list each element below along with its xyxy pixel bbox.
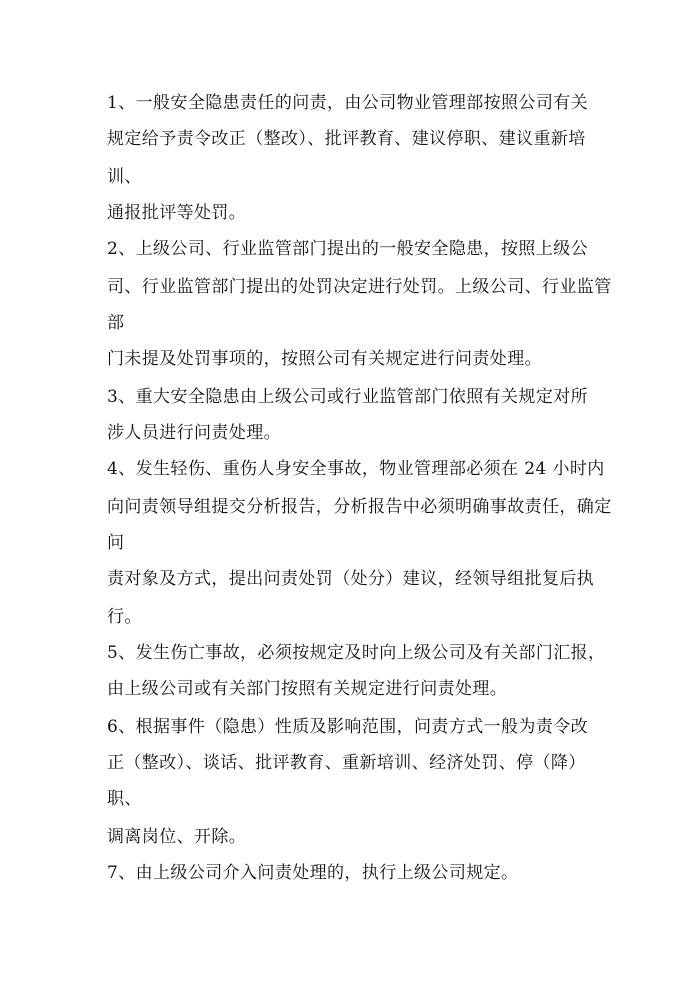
text-line: 向问责领导组提交分析报告，分析报告中必须明确事故责任，确定 <box>107 497 612 517</box>
text-line: 7、由上级公司介入问责处理的，执行上级公司规定。 <box>107 863 519 883</box>
text-line: 问 <box>107 533 125 553</box>
text-line: 由上级公司或有关部门按照有关规定进行问责处理。 <box>107 679 508 699</box>
text-line: 行。 <box>107 607 142 627</box>
text-line: 正（整改）、谈话、批评教育、重新培训、经济处罚、停（降） <box>107 753 586 773</box>
text-line: 责对象及方式，提出问责处罚（处分）建议，经领导组批复后执 <box>107 569 595 589</box>
text-line: 通报批评等处罚。 <box>107 203 247 223</box>
text-line: 司、行业监管部门提出的处罚决定进行处罚。上级公司、行业监管 <box>107 277 612 297</box>
text-line: 3、重大安全隐患由上级公司或行业监管部门依照有关规定对所 <box>107 387 589 407</box>
text-line: 6、根据事件（隐患）性质及影响范围，问责方式一般为责令改 <box>107 717 589 737</box>
text-line: 4、发生轻伤、重伤人身安全事故，物业管理部必须在 24 小时内 <box>107 459 605 479</box>
text-line: 训、 <box>107 167 142 187</box>
text-line: 职、 <box>107 789 142 809</box>
text-line: 调离岗位、开除。 <box>107 827 247 847</box>
text-line: 2、上级公司、行业监管部门提出的一般安全隐患，按照上级公 <box>107 239 589 259</box>
text-line: 规定给予责令改正（整改）、批评教育、建议停职、建议重新培 <box>107 129 586 149</box>
text-line: 1、一般安全隐患责任的问责，由公司物业管理部按照公司有关 <box>107 93 589 113</box>
text-line: 5、发生伤亡事故，必须按规定及时向上级公司及有关部门汇报， <box>107 643 606 663</box>
text-line: 涉人员进行问责处理。 <box>107 423 281 443</box>
text-line: 部 <box>107 313 125 333</box>
text-line: 门未提及处罚事项的，按照公司有关规定进行问责处理。 <box>107 349 542 369</box>
